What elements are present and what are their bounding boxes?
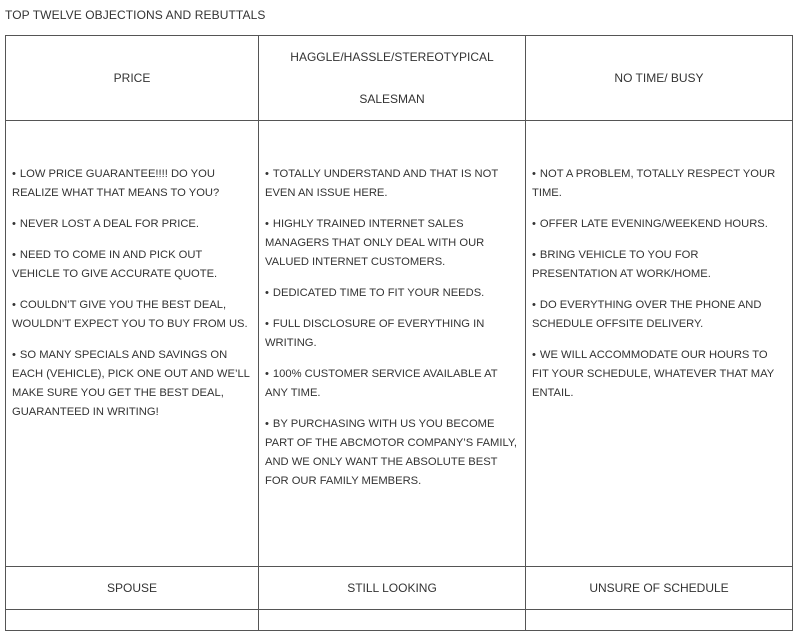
- bullet-icon: •: [265, 368, 269, 380]
- rebuttal-item: [265, 284, 519, 303]
- rebuttal-item: [12, 165, 252, 203]
- rebuttal-list: [526, 121, 792, 403]
- page-title: TOP TWELVE OBJECTIONS AND REBUTTALS: [5, 8, 266, 22]
- rebuttal-text: BRING VEHICLE TO YOU FOR PRESENTATION AT WORK/HOME.: [532, 249, 711, 280]
- rebuttals-cell-price: [6, 121, 259, 567]
- header-row: [6, 36, 793, 121]
- bullet-icon: •: [12, 168, 16, 180]
- rebuttal-item: [265, 165, 519, 203]
- rebuttal-item: [532, 346, 786, 403]
- rebuttals-cell-still-looking: [259, 610, 526, 631]
- column-header-still-looking: STILL LOOKING: [259, 567, 526, 610]
- rebuttals-cell-no-time: [526, 121, 793, 567]
- rebuttal-item: [265, 215, 519, 272]
- bullet-icon: •: [12, 218, 16, 230]
- rebuttals-row: [6, 121, 793, 567]
- column-header-spouse: SPOUSE: [6, 567, 259, 610]
- rebuttal-text: NEED TO COME IN AND PICK OUT VEHICLE TO GIVE ACCURATE QUOTE.: [12, 249, 218, 280]
- bullet-icon: •: [532, 349, 536, 361]
- bullet-icon: •: [12, 299, 16, 311]
- rebuttal-item: [265, 365, 519, 403]
- rebuttal-item: [265, 415, 519, 491]
- rebuttal-text: LOW PRICE GUARANTEE!!!! DO YOU REALIZE WHAT THAT MEANS TO YOU?: [12, 168, 220, 199]
- rebuttal-text: NEVER LOST A DEAL FOR PRICE.: [19, 218, 199, 230]
- rebuttal-item: [265, 315, 519, 353]
- rebuttal-list: [6, 121, 258, 422]
- rebuttal-item: [12, 215, 252, 234]
- bullet-icon: •: [532, 299, 536, 311]
- rebuttal-text: HIGHLY TRAINED INTERNET SALES MANAGERS THAT ONLY DEAL WITH OUR VALUED INTERNET CUSTOMERS.: [265, 218, 485, 268]
- bullet-icon: •: [532, 218, 536, 230]
- rebuttal-text: DO EVERYTHING OVER THE PHONE AND SCHEDULE OFFSITE DELIVERY.: [532, 299, 762, 330]
- bullet-icon: •: [12, 249, 16, 261]
- rebuttal-item: [532, 296, 786, 334]
- rebuttal-list: [259, 121, 525, 491]
- rebuttal-text: BY PURCHASING WITH US YOU BECOME PART OF THE ABCMOTOR COMPANY’S FAMILY, AND WE ONLY WANT THE ABSOLUTE BEST FOR OUR FAMILY MEMBERS.: [265, 418, 517, 487]
- rebuttal-text: SO MANY SPECIALS AND SAVINGS ON EACH (VEHICLE), PICK ONE OUT AND WE’LL MAKE SURE YOU GET THE BEST DEAL, GUARANTEED IN WRITING!: [12, 349, 250, 418]
- column-header-haggle: HAGGLE/HASSLE/STEREOTYPICAL SALESMAN: [259, 36, 526, 121]
- objections-table: [5, 35, 793, 631]
- rebuttal-item: [12, 296, 252, 334]
- rebuttal-text: 100% CUSTOMER SERVICE AVAILABLE AT ANY TIME.: [265, 368, 498, 399]
- bullet-icon: •: [265, 218, 269, 230]
- rebuttal-text: WE WILL ACCOMMODATE OUR HOURS TO FIT YOUR SCHEDULE, WHATEVER THAT MAY ENTAIL.: [532, 349, 775, 399]
- rebuttal-item: [532, 165, 786, 203]
- bullet-icon: •: [265, 168, 269, 180]
- column-header-price: PRICE: [6, 36, 259, 121]
- bullet-icon: •: [12, 349, 16, 361]
- rebuttals-cell-spouse: [6, 610, 259, 631]
- rebuttals-row-2: [6, 610, 793, 631]
- column-header-unsure-of-schedule: UNSURE OF SCHEDULE: [526, 567, 793, 610]
- bullet-icon: •: [265, 418, 269, 430]
- rebuttal-item: [12, 246, 252, 284]
- bullet-icon: •: [265, 318, 269, 330]
- bullet-icon: •: [265, 287, 269, 299]
- rebuttal-text: DEDICATED TIME TO FIT YOUR NEEDS.: [272, 287, 485, 299]
- rebuttal-item: [532, 246, 786, 284]
- rebuttal-text: FULL DISCLOSURE OF EVERYTHING IN WRITING.: [265, 318, 485, 349]
- bullet-icon: •: [532, 249, 536, 261]
- rebuttals-cell-unsure: [526, 610, 793, 631]
- bullet-icon: •: [532, 168, 536, 180]
- rebuttals-cell-haggle: [259, 121, 526, 567]
- rebuttal-text: COULDN’T GIVE YOU THE BEST DEAL, WOULDN’T EXPECT YOU TO BUY FROM US.: [12, 299, 248, 330]
- rebuttal-item: [12, 346, 252, 422]
- rebuttal-text: OFFER LATE EVENING/WEEKEND HOURS.: [539, 218, 768, 230]
- rebuttal-text: TOTALLY UNDERSTAND AND THAT IS NOT EVEN AN ISSUE HERE.: [265, 168, 498, 199]
- header-row-2: [6, 567, 793, 610]
- rebuttal-text: NOT A PROBLEM, TOTALLY RESPECT YOUR TIME.: [532, 168, 776, 199]
- column-header-no-time: NO TIME/ BUSY: [526, 36, 793, 121]
- rebuttal-item: [532, 215, 786, 234]
